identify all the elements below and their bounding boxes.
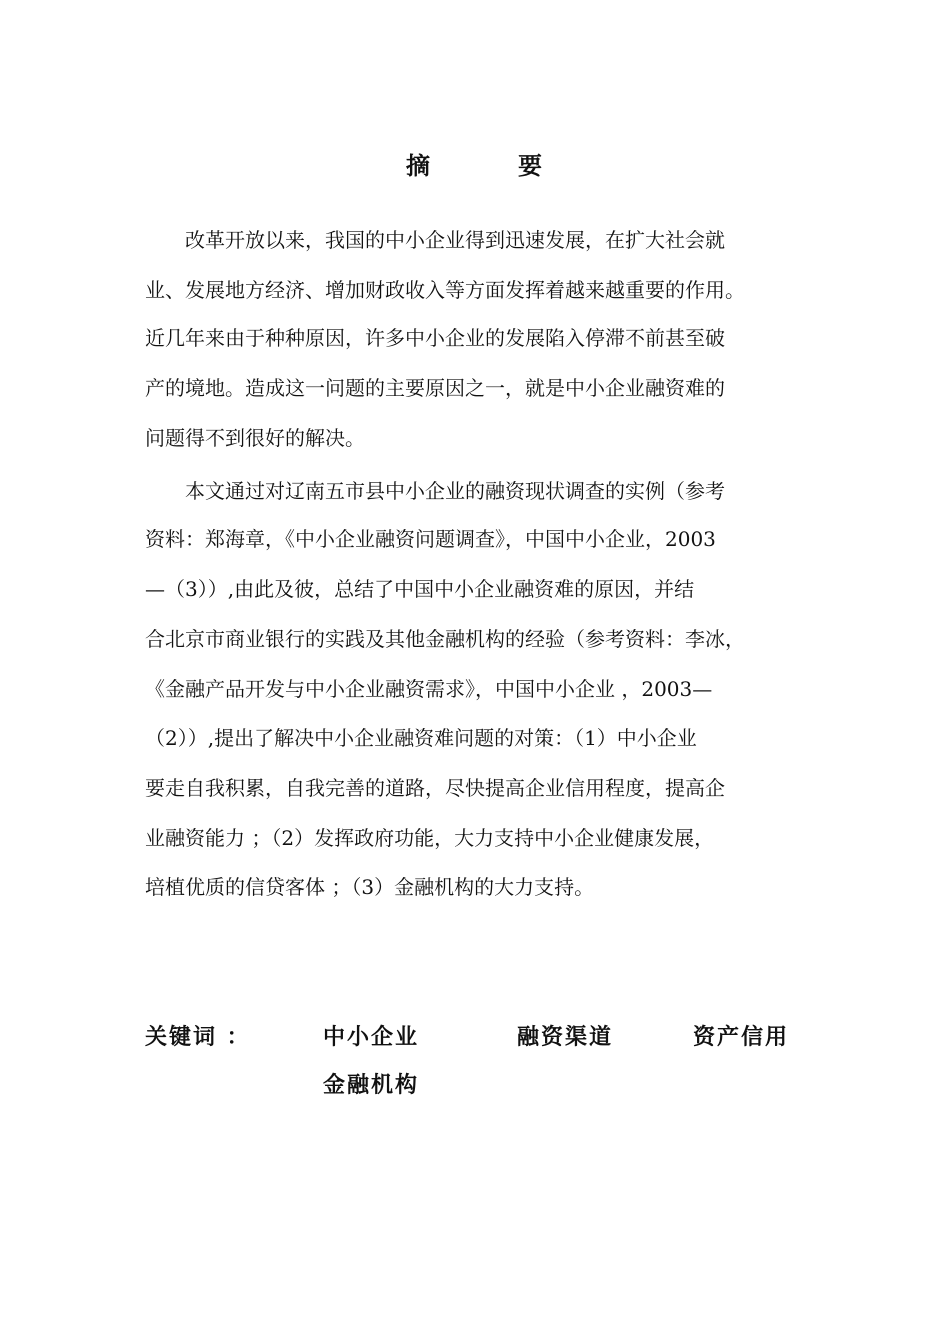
abstract-line: 业、发展地方经济、增加财政收入等方面发挥着越来越重要的作用。 <box>145 278 745 302</box>
abstract-line: 产的境地。造成这一问题的主要原因之一，就是中小企业融资难的 <box>145 376 725 400</box>
keywords-section <box>145 1022 825 1112</box>
keyword-item: 金融机构 <box>323 1073 420 1098</box>
abstract-line: 资料：郑海章，《中小企业融资问题调查》，中国中小企业，2003 <box>145 527 716 551</box>
abstract-line: 近几年来由于种种原因，许多中小企业的发展陷入停滞不前甚至破 <box>145 326 725 350</box>
title-char-1: 摘 <box>406 151 432 180</box>
abstract-title <box>0 148 950 184</box>
keyword-item: 融资渠道 <box>517 1025 614 1050</box>
abstract-line: 合北京市商业银行的实践及其他金融机构的经验（参考资料：李冰， <box>145 627 745 651</box>
abstract-line: 本文通过对辽南五市县中小企业的融资现状调查的实例（参考 <box>145 479 725 503</box>
abstract-line: （2））,提出了解决中小企业融资难问题的对策：（1）中小企业 <box>145 726 697 750</box>
abstract-line: 培植优质的信贷客体 ；（3）金融机构的大力支持。 <box>145 875 595 899</box>
keyword-item: 资产信用 <box>693 1025 790 1050</box>
abstract-line: 改革开放以来，我国的中小企业得到迅速发展，在扩大社会就 <box>145 228 725 252</box>
abstract-line: —（3））,由此及彼，总结了中国中小企业融资难的原因，并结 <box>145 577 695 601</box>
abstract-line: 业融资能力 ；（2）发挥政府功能，大力支持中小企业健康发展， <box>145 826 715 850</box>
abstract-line: 《金融产品开发与中小企业融资需求》，中国中小企业 ，2003— <box>145 677 713 701</box>
keywords-label: 关键词 ： <box>145 1025 251 1050</box>
abstract-line: 问题得不到很好的解决。 <box>145 426 365 450</box>
abstract-line: 要走自我积累，自我完善的道路，尽快提高企业信用程度，提高企 <box>145 776 725 800</box>
keyword-item: 中小企业 <box>323 1025 420 1050</box>
title-char-2: 要 <box>518 151 544 180</box>
